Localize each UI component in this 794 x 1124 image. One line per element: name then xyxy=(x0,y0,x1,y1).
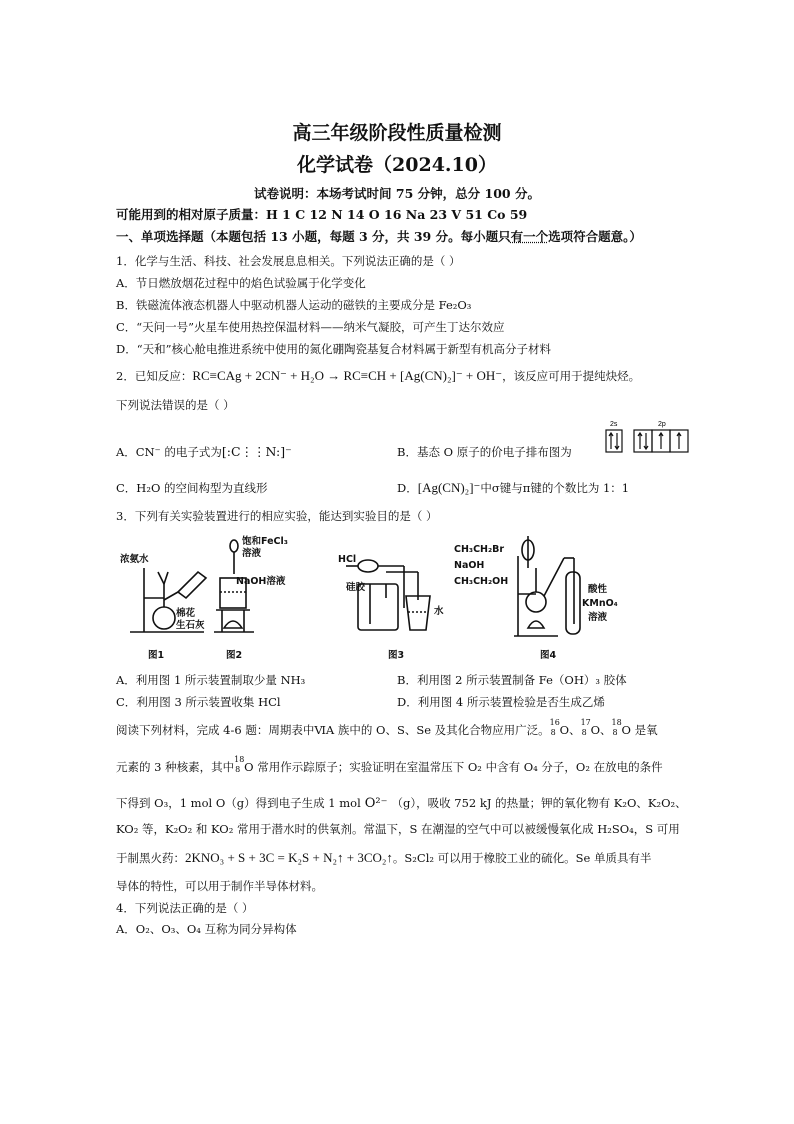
q2-option-d-text: 中σ键与π键的个数比为 1：1 xyxy=(480,481,630,495)
section-heading xyxy=(116,227,642,245)
fig4-kmno4-label: KMnO₄ xyxy=(582,598,618,609)
material-line-1: 阅读下列材料，完成 4-6 题：周期表中ⅥA 族中的 O、S、Se 及其化合物应用广泛。 16 8 O、 17 8 O、 18 8 O 是氧 xyxy=(116,718,658,737)
fig4-reagent-3: CH₃CH₂OH xyxy=(454,576,509,587)
fig2-solution-label: 溶液 xyxy=(242,548,262,559)
q2-option-a xyxy=(116,444,292,460)
exam-instructions: 试卷说明：本场考试时间 75 分钟，总分 100 分。 xyxy=(254,186,540,201)
fig3-water-label: 水 xyxy=(434,606,444,617)
fig4-acid-label: 酸性 xyxy=(588,584,608,595)
isotope-16-notation: 16 8 xyxy=(549,718,560,737)
fig4-reagent-1: CH₃CH₂Br xyxy=(454,544,505,555)
q3-stem: 3．下列有关实验装置进行的相应实验，能达到实验目的是（ ） xyxy=(116,509,438,523)
q3-option-c: C．利用图 3 所示装置收集 HCl xyxy=(116,695,281,709)
section-heading-emphasis: 有一个 xyxy=(510,229,549,244)
isotope-17-notation: 17 8 xyxy=(580,718,591,737)
q4-stem: 4．下列说法正确的是（ ） xyxy=(116,901,254,915)
orbital-2s-label: 2s xyxy=(610,421,618,428)
q2-stem-post: ，该反应可用于提纯炔烃。 xyxy=(502,369,641,383)
figure-4-apparatus xyxy=(514,536,580,636)
material-line-2: 元素的 3 种核素，其中 18 8 O 常用作示踪原子；实验证明在室温常压下 O₂ 中含有 O₄ 分子，O₂ 在放电的条件 xyxy=(116,755,663,774)
q2-option-b: B．基态 O 原子的价电子排布图为 xyxy=(397,445,572,459)
section-heading-post: 选项符合题意。） xyxy=(548,229,642,244)
orbital-2p-label: 2p xyxy=(658,421,666,428)
fig4-reagent-2: NaOH xyxy=(454,560,485,571)
section-heading-pre: 一、单项选择题（本题包括 13 小题，每题 3 分，共 39 分。每小题只 xyxy=(116,229,511,244)
experiment-figures xyxy=(118,528,696,666)
q2-stem-2: 下列说法错误的是（ ） xyxy=(116,398,235,412)
exam-subtitle: 化学试卷（2024.10） xyxy=(297,154,497,176)
q1-option-a: A．节日燃放烟花过程中的焰色试验属于化学变化 xyxy=(116,276,366,290)
figure-1-caption: 图1 xyxy=(148,650,165,661)
q2-option-a-text: A．CN⁻ 的电子式为 xyxy=(116,445,222,459)
q3-option-a: A．利用图 1 所示装置制取少量 NH₃ xyxy=(116,673,306,687)
q2-option-d-letter: D． xyxy=(397,481,418,495)
material-line-4: KO₂ 等，K₂O₂ 和 KO₂ 常用于潜水时的供氧剂。常温下，S 在潮湿的空气中可以被缓慢氧化成 H₂SO₄，S 可用 xyxy=(116,822,680,836)
q2-stem-pre: 2．已知反应： xyxy=(116,369,193,383)
isotope-18-tracer-notation: 18 8 xyxy=(234,755,245,774)
figure-3-caption: 图3 xyxy=(388,650,405,661)
fig1-ammonia-label: 浓氨水 xyxy=(120,554,149,565)
atomic-masses: 可能用到的相对原子质量：H 1 C 12 N 14 O 16 Na 23 V 51 Co 59 xyxy=(116,207,528,222)
fig3-silica-label: 硅胶 xyxy=(346,582,366,593)
fig2-fecl3-label: 饱和FeCl₃ xyxy=(242,536,288,547)
exam-title: 高三年级阶段性质量检测 xyxy=(292,122,502,144)
figure-4-caption: 图4 xyxy=(540,650,557,661)
oxide-ion-formula: O²⁻ xyxy=(364,796,388,811)
isotope-18-notation: 18 8 xyxy=(611,718,622,737)
fig1-lime-label: 生石灰 xyxy=(176,620,205,631)
q2-option-d xyxy=(397,480,629,496)
q1-option-b: B．铁磁流体液态机器人中驱动机器人运动的磁铁的主要成分是 Fe₂O₃ xyxy=(116,298,472,312)
ag-complex-formula: [Ag(CN)₂]⁻ xyxy=(417,480,481,495)
fig2-naoh-label: NaOH溶液 xyxy=(236,576,286,587)
q4-option-a: A．O₂、O₃、O₄ 互称为同分异构体 xyxy=(116,922,297,936)
orbital-diagram xyxy=(604,418,690,456)
material-line-6: 导体的特性，可以用于制作半导体材料。 xyxy=(116,879,323,893)
q1-stem: 1．化学与生活、科技、社会发展息息相关。下列说法正确的是（ ） xyxy=(116,254,461,268)
fig3-hcl-label: HCl xyxy=(338,554,357,565)
figure-2-caption: 图2 xyxy=(226,650,243,661)
material-line-1-text: 阅读下列材料，完成 4-6 题：周期表中ⅥA 族中的 O、S、Se 及其化合物应用广泛。 xyxy=(116,723,550,737)
material-line-5: 于制黑火药：2KNO₃ + S + 3C = K₂S + N₂↑ + 3CO₂↑。S₂Cl₂ 可以用于橡胶工业的硫化。Se 单质具有半 xyxy=(116,850,652,865)
q3-option-d: D．利用图 4 所示装置检验是否生成乙烯 xyxy=(397,695,605,709)
q3-option-b: B．利用图 2 所示装置制备 Fe（OH）₃ 胶体 xyxy=(397,673,627,687)
fig1-cotton-label: 棉花 xyxy=(176,608,196,619)
black-powder-equation: 2KNO₃ + S + 3C = K₂S + N₂↑ + 3CO₂↑ xyxy=(185,850,393,865)
q2-option-c: C．H₂O 的空间构型为直线形 xyxy=(116,481,268,495)
q2-stem xyxy=(116,368,640,384)
figure-3-apparatus xyxy=(346,560,430,630)
material-line-3: 下得到 O₃，1 mol O（g）得到电子生成 1 mol O²⁻ （g），吸收 752 kJ 的热量；钾的氧化物有 K₂O、K₂O₂、 xyxy=(116,796,687,811)
q2-equation: RC≡CAg + 2CN⁻ + H₂O → RC≡CH + [Ag(CN)₂]⁻ + OH⁻ xyxy=(192,368,503,383)
cn-electron-formula: [:C⋮⋮N:]⁻ xyxy=(221,444,292,459)
fig4-solution-label: 溶液 xyxy=(588,612,608,623)
q1-option-d: D．“天和”核心舱电推进系统中使用的氮化硼陶瓷基复合材料属于新型有机高分子材料 xyxy=(116,342,551,356)
q1-option-c: C．“天问一号”火星车使用热控保温材料——纳米气凝胶，可产生丁达尔效应 xyxy=(116,320,505,334)
